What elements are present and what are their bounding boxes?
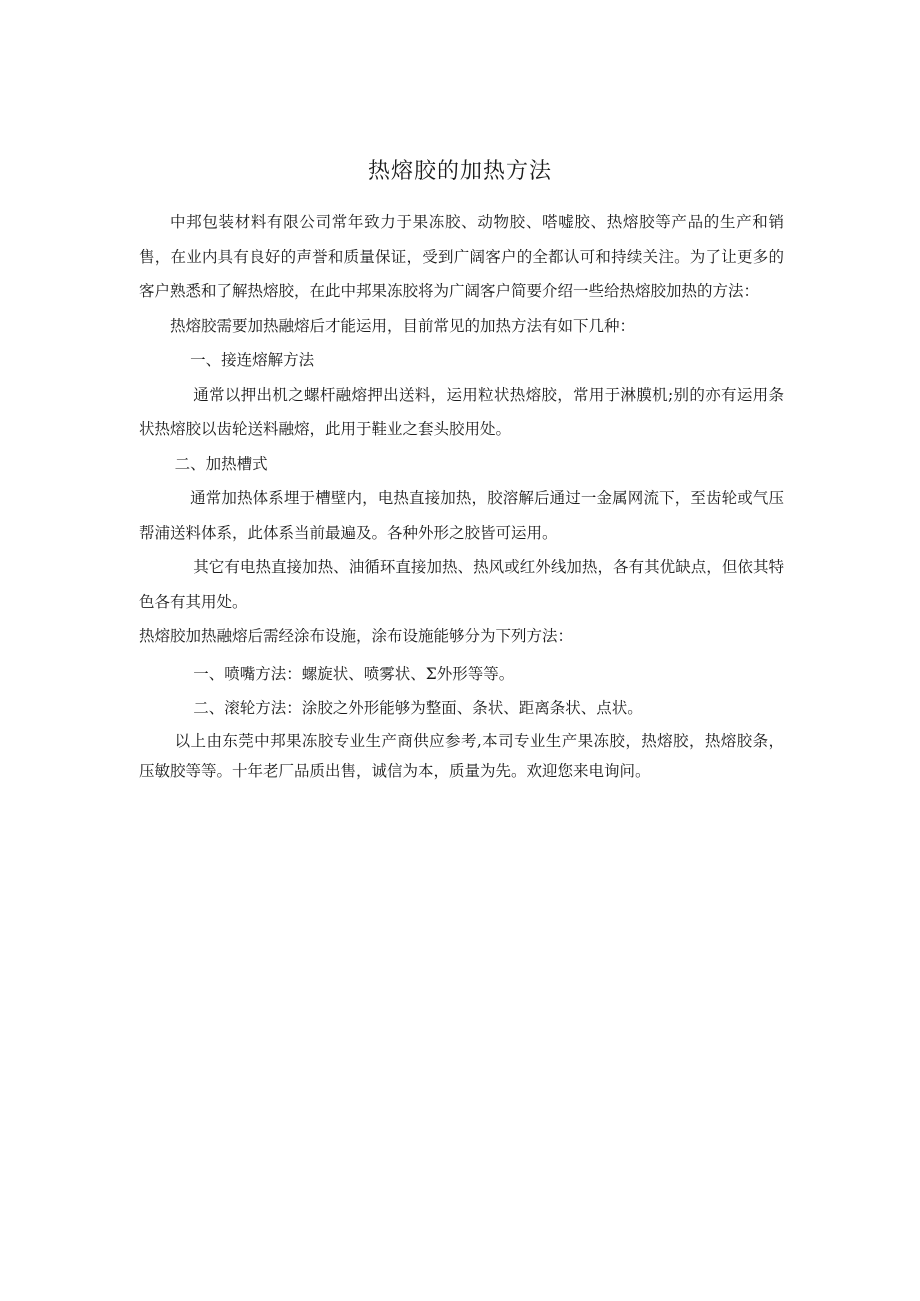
paragraph-other-heating: 其它有电热直接加热、油循环直接加热、热风或红外线加热，各有其优缺点，但依其特色各有其用处。 [139, 558, 784, 611]
heading-continuous-melting: 一、接连熔解方法 [190, 351, 315, 369]
document-body [139, 205, 784, 786]
heading-heating-tank: 二、加热槽式 [174, 454, 268, 473]
document-title: 热熔胶的加热方法 [367, 159, 552, 184]
paragraph-heating-tank: 通常加热体系埋于槽壁内，电热直接加热，胶溶解后通过一金属网流下，至齿轮或气压帮浦送料体系，此体系当前最遍及。各种外形之胶皆可运用。 [139, 489, 784, 542]
paragraph-intro: 中邦包装材料有限公司常年致力于果冻胶、动物胶、嗒嘘胶、热熔胶等产品的生产和销售，在业内具有良好的声誉和质量保证，受到广阔客户的全都认可和持续关注。为了让更多的客户熟悉和了解热熔胶，在此中邦果冻胶将为广阔客户简要介绍一些给热熔胶加热的方法： [139, 213, 784, 300]
item-roller-method: 二、滚轮方法：涂胶之外形能够为整面、条状、距离条状、点状。 [193, 699, 643, 717]
paragraph-continuous-melting: 通常以押出机之螺杆融熔押出送料，运用粒状热熔胶，常用于淋膜机;别的亦有运用条状热熔胶以齿轮送料融熔，此用于鞋业之套头胶用处。 [139, 385, 784, 438]
item-nozzle-method: 一、喷嘴方法：螺旋状、喷雾状、Σ外形等等。 [193, 664, 515, 683]
paragraph-closing: 以上由东莞中邦果冻胶专业生产商供应参考,本司专业生产果冻胶，热熔胶，热熔胶条，压敏胶等等。十年老厂品质出售，诚信为本，质量为先。欢迎您来电询问。 [139, 731, 784, 780]
paragraph-heating-overview: 热熔胶需要加热融熔后才能运用，目前常见的加热方法有如下几种： [170, 316, 636, 335]
paragraph-coating-equipment: 热熔胶加热融熔后需经涂布设施，涂布设施能够分为下列方法： [139, 627, 574, 645]
